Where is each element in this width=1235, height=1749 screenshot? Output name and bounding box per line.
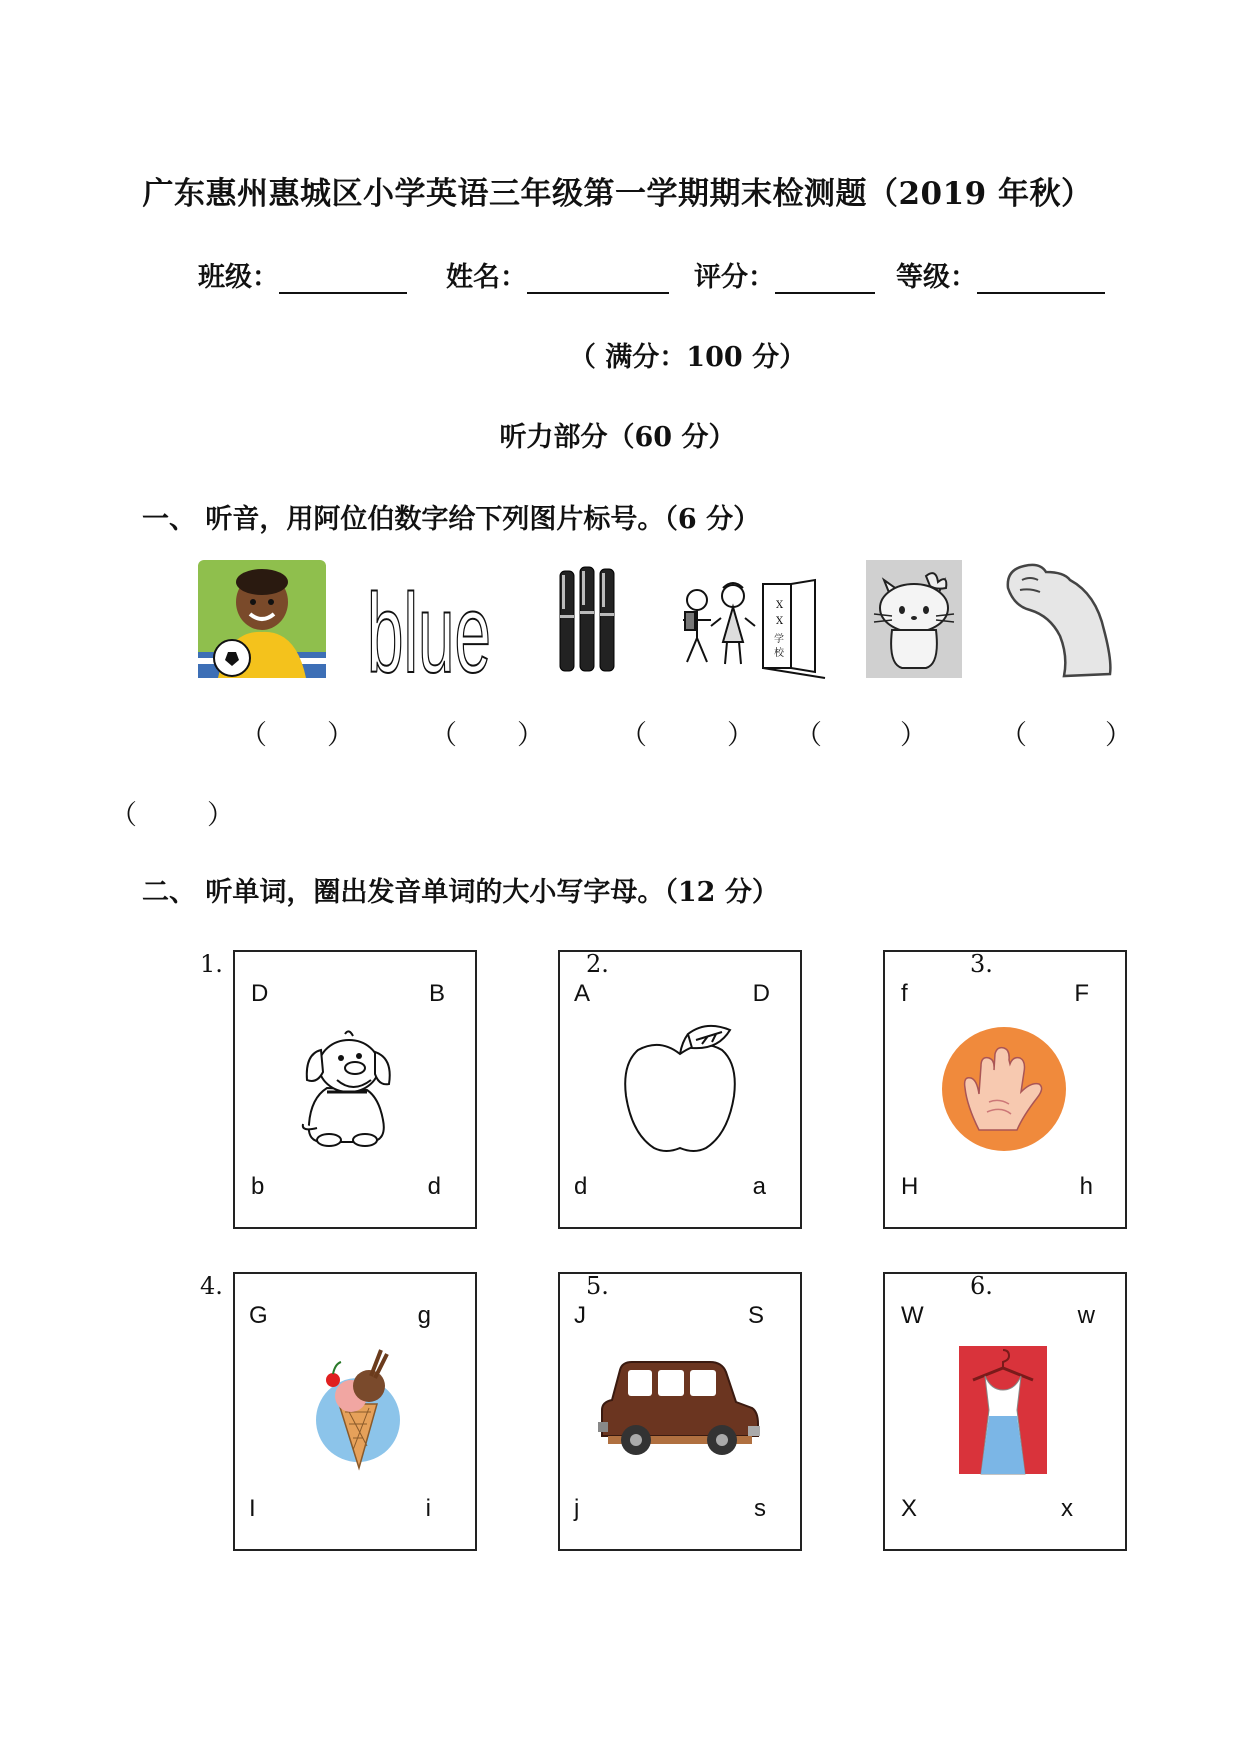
letter-option[interactable]: b [251, 1173, 265, 1200]
letter-card-1 [233, 950, 477, 1229]
name-blank[interactable] [527, 266, 669, 294]
letter-option[interactable]: f [901, 980, 908, 1007]
blue-word-text: blue [367, 571, 491, 696]
score-label: 评分： [694, 262, 775, 293]
boy-with-ball-icon [198, 560, 326, 678]
item-number: 2. [586, 950, 609, 978]
ice-cream-icon [313, 1346, 403, 1474]
item-number: 6. [970, 1272, 993, 1300]
dog-icon [297, 1028, 397, 1150]
answer-paren-2[interactable]: （ ） [430, 720, 544, 751]
letter-option[interactable]: A [574, 980, 591, 1007]
letter-option[interactable]: D [752, 980, 770, 1007]
letter-option[interactable]: G [249, 1302, 268, 1329]
letter-option[interactable]: W [901, 1302, 924, 1329]
letter-option[interactable]: D [251, 980, 269, 1007]
letter-card-2 [558, 950, 802, 1229]
car-icon [598, 1360, 760, 1462]
grade-label: 等级： [896, 262, 977, 293]
letter-card-5 [558, 1272, 802, 1551]
score-blank[interactable] [775, 266, 875, 294]
letter-option[interactable]: B [428, 980, 445, 1007]
section2-heading: 二、 听单词，圈出发音单词的大小写字母。（12 分） [142, 877, 779, 908]
full-score: （ 满分：100 分） [568, 342, 807, 373]
class-label: 班级： [198, 262, 279, 293]
section1-heading: 一、 听音，用阿位伯数字给下列图片标号。（6 分） [142, 504, 761, 535]
letter-card-3 [883, 950, 1127, 1229]
item-number: 5. [586, 1272, 609, 1300]
pens-icon [556, 565, 622, 675]
letter-card-4 [233, 1272, 477, 1551]
item-number: 4. [200, 1272, 223, 1300]
letter-option[interactable]: j [574, 1495, 580, 1522]
letter-option[interactable]: H [901, 1173, 919, 1200]
svg-text:X: X [776, 600, 784, 611]
letter-option[interactable]: F [1074, 980, 1089, 1007]
kitty-cat-icon [866, 560, 962, 678]
letter-option[interactable]: i [425, 1495, 431, 1522]
letter-option[interactable]: d [427, 1173, 441, 1200]
page-title: 广东惠州惠城区小学英语三年级第一学期期末检测题（2019 年秋） [142, 176, 1093, 212]
letter-option[interactable]: I [249, 1495, 256, 1522]
answer-paren-3[interactable]: （ ） [620, 720, 754, 751]
letter-option[interactable]: x [1061, 1495, 1073, 1522]
letter-option[interactable]: S [747, 1302, 764, 1329]
svg-text:学: 学 [774, 634, 784, 645]
item-number: 1. [200, 950, 223, 978]
letter-option[interactable]: g [417, 1302, 431, 1329]
answer-paren-5[interactable]: （ ） [1000, 720, 1132, 751]
grade-blank[interactable] [977, 266, 1105, 294]
svg-text:X: X [776, 616, 784, 627]
grade-field[interactable] [896, 255, 1105, 294]
letter-option[interactable]: h [1079, 1173, 1093, 1200]
letter-card-6 [883, 1272, 1127, 1551]
children-going-to-school-icon [675, 572, 827, 680]
letter-option[interactable]: X [901, 1495, 918, 1522]
letter-option[interactable]: s [754, 1495, 766, 1522]
letter-option[interactable]: w [1077, 1302, 1095, 1329]
class-blank[interactable] [279, 266, 407, 294]
answer-paren-6[interactable]: （ ） [110, 800, 234, 831]
class-field[interactable] [198, 255, 407, 294]
svg-text:校: 校 [774, 648, 784, 659]
blue-word [365, 571, 495, 696]
apple-icon [622, 1024, 740, 1158]
item-number: 3. [970, 950, 993, 978]
answer-paren-1[interactable]: （ ） [240, 720, 354, 751]
letter-option[interactable]: a [752, 1173, 766, 1200]
name-label: 姓名： [446, 262, 527, 293]
letter-option[interactable]: J [574, 1302, 586, 1329]
name-field[interactable] [446, 255, 669, 294]
listening-part-heading: 听力部分（60 分） [499, 422, 736, 453]
answer-paren-4[interactable]: （ ） [795, 720, 927, 751]
score-field[interactable] [694, 255, 875, 294]
letter-option[interactable]: d [574, 1173, 588, 1200]
hand-icon [939, 1026, 1069, 1156]
arm-icon [1000, 560, 1118, 678]
dress-icon [959, 1346, 1047, 1478]
